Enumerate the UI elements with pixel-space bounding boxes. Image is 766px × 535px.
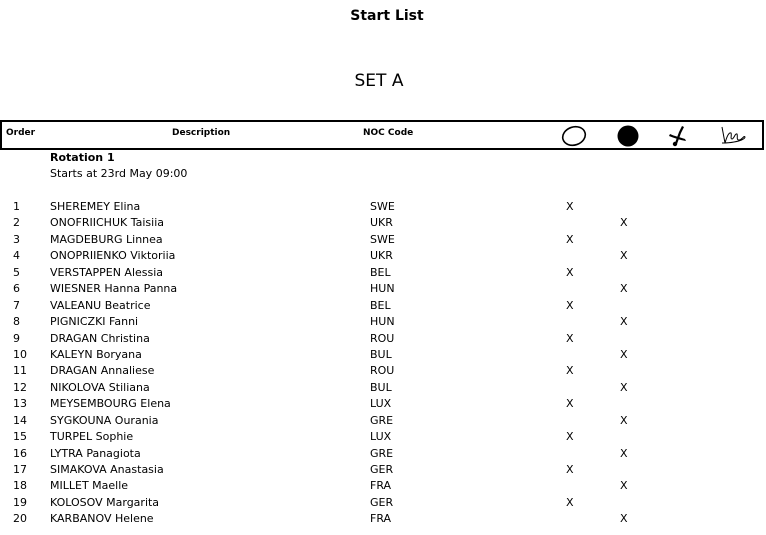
hoop-mark-cell: X [566,463,574,476]
hoop-mark-cell: X [566,430,574,444]
noc-code-cell: SWE [370,200,395,213]
order-cell: 6 [13,282,20,296]
table-row [0,248,766,264]
rotation-start-time: Starts at 23rd May 09:00 [50,167,188,180]
athlete-name-cell: ONOPRIIENKO Viktoriia [50,249,176,263]
ball-mark-cell: X [620,315,628,329]
ball-mark-cell: X [620,216,628,230]
table-row [0,429,766,445]
athlete-name-cell: VALEANU Beatrice [50,298,151,312]
order-cell: 8 [13,315,20,329]
table-header [0,120,764,150]
noc-code-cell: BEL [370,298,391,312]
athlete-name-cell: KOLOSOV Margarita [50,495,160,509]
table-row [0,446,766,462]
ball-mark-cell: X [620,282,628,296]
athlete-name-cell: NIKOLOVA Stiliana [50,380,150,394]
noc-code-cell: BEL [370,265,391,279]
noc-code-cell: GRE [370,446,394,460]
noc-code-cell: LUX [370,430,392,444]
table-row [0,462,766,478]
table-row [0,511,766,527]
table-row [0,281,766,297]
set-title: SET A [354,71,404,91]
order-cell: 13 [13,397,27,411]
order-cell: 2 [13,216,20,230]
table-row [0,396,766,412]
athlete-name-cell: ONOFRIICHUK Taisiia [50,216,164,230]
order-cell: 18 [13,479,27,493]
noc-code-cell: ROU [370,364,395,378]
athlete-name-cell: MAGDEBURG Linnea [50,232,163,246]
order-cell: 1 [13,200,20,213]
hoop-mark-cell: X [566,232,574,246]
table-row [0,298,766,314]
athlete-name-cell: TURPEL Sophie [50,430,134,444]
noc-code-cell: HUN [370,282,395,296]
page-title: Start List [350,8,424,24]
athlete-name-cell: MILLET Maelle [50,479,129,493]
noc-code-column-header: NOC Code [363,128,414,138]
noc-code-cell: GER [370,495,394,509]
table-row [0,495,766,511]
noc-code-cell: BUL [370,347,392,361]
athlete-name-cell: SHEREMEY Elina [50,200,141,213]
table-row [0,215,766,231]
order-cell: 9 [13,331,20,345]
ball-icon [614,124,642,148]
hoop-mark-cell: X [566,495,574,509]
hoop-mark-cell: X [566,265,574,279]
order-cell: 12 [13,380,27,394]
noc-code-cell: ROU [370,331,395,345]
hoop-mark-cell: X [566,200,574,213]
noc-code-cell: HUN [370,315,395,329]
start-list-table [0,199,766,528]
table-row [0,363,766,379]
order-cell: 5 [13,265,20,279]
ball-mark-cell: X [620,512,628,526]
athlete-name-cell: DRAGAN Christina [50,331,150,345]
hoop-mark-cell: X [566,364,574,378]
table-row [0,478,766,494]
order-cell: 7 [13,298,20,312]
order-cell: 16 [13,446,27,460]
table-row [0,265,766,281]
noc-code-cell: BUL [370,380,392,394]
hoop-mark-cell: X [566,298,574,312]
table-row [0,331,766,347]
athlete-name-cell: SYGKOUNA Ourania [50,413,159,427]
ball-mark-cell: X [620,380,628,394]
order-cell: 19 [13,495,27,509]
table-row [0,199,766,215]
noc-code-cell: GER [370,463,394,476]
order-cell: 17 [13,463,27,476]
order-cell: 11 [13,364,27,378]
athlete-name-cell: SIMAKOVA Anastasia [50,463,164,476]
order-cell: 15 [13,430,27,444]
order-cell: 4 [13,249,20,263]
order-cell: 20 [13,512,27,526]
ball-mark-cell: X [620,249,628,263]
table-row [0,314,766,330]
ball-mark-cell: X [620,413,628,427]
table-row [0,413,766,429]
hoop-mark-cell: X [566,397,574,411]
rotation-title: Rotation 1 [50,151,115,164]
athlete-name-cell: PIGNICZKI Fanni [50,315,139,329]
ball-mark-cell: X [620,347,628,361]
table-row [0,380,766,396]
order-column-header: Order [6,128,36,138]
clubs-icon [666,124,694,148]
order-cell: 14 [13,413,27,427]
athlete-name-cell: LYTRA Panagiota [50,446,141,460]
athlete-name-cell: KARBANOV Helene [50,512,154,526]
noc-code-cell: UKR [370,216,393,230]
noc-code-cell: FRA [370,479,392,493]
athlete-name-cell: MEYSEMBOURG Elena [50,397,171,411]
athlete-name-cell: VERSTAPPEN Alessia [50,265,164,279]
athlete-name-cell: KALEYN Boryana [50,347,142,361]
table-row [0,232,766,248]
order-cell: 10 [13,347,27,361]
description-column-header: Description [172,128,231,138]
noc-code-cell: UKR [370,249,393,263]
ball-mark-cell: X [620,479,628,493]
noc-code-cell: GRE [370,413,394,427]
ball-mark-cell: X [620,446,628,460]
noc-code-cell: FRA [370,512,392,526]
order-cell: 3 [13,232,20,246]
athlete-name-cell: WIESNER Hanna Panna [50,282,178,296]
ribbon-icon [719,124,749,148]
hoop-icon [560,124,588,148]
athlete-name-cell: DRAGAN Annaliese [50,364,155,378]
table-row [0,347,766,363]
hoop-mark-cell: X [566,331,574,345]
noc-code-cell: LUX [370,397,392,411]
noc-code-cell: SWE [370,232,395,246]
